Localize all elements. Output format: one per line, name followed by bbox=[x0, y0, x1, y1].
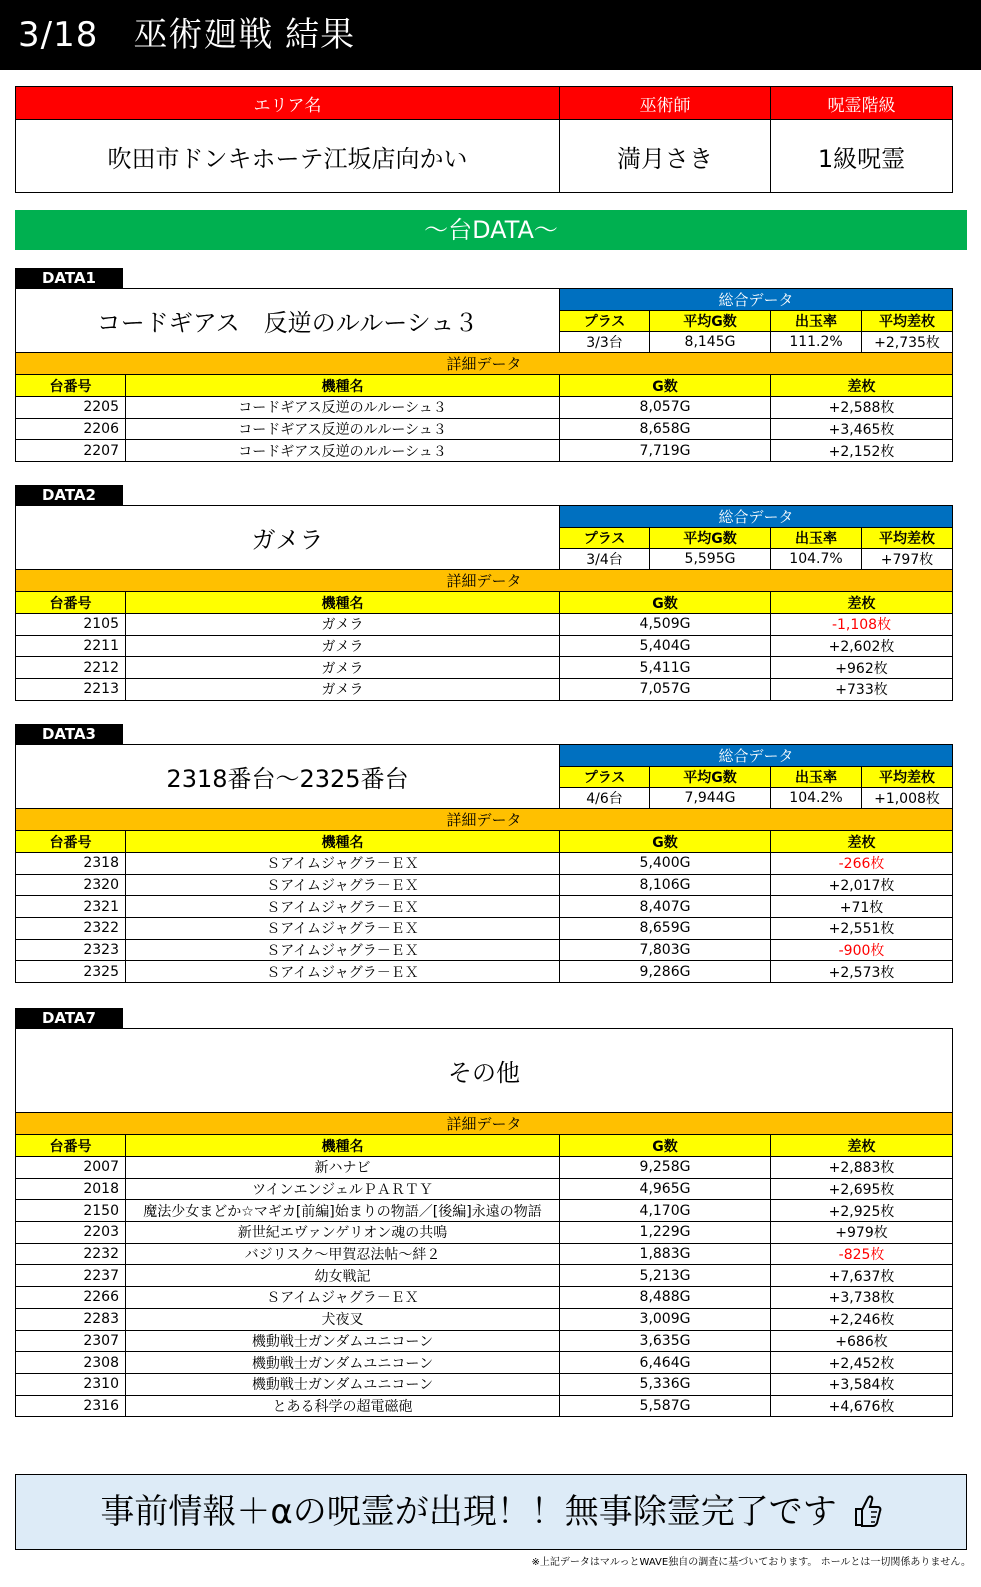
summary-value: 7,944G bbox=[650, 788, 771, 809]
machine-name: Ｓアイムジャグラ－ＥＸ bbox=[126, 961, 560, 983]
summary-col-header: 平均差枚 bbox=[862, 767, 953, 788]
table-row bbox=[16, 1178, 953, 1200]
table-row bbox=[16, 1330, 953, 1352]
coin-diff: +979枚 bbox=[771, 1222, 953, 1244]
machine-name: Ｓアイムジャグラ－ＥＸ bbox=[126, 874, 560, 896]
coin-diff: +962枚 bbox=[771, 657, 953, 679]
machine-number: 2150 bbox=[16, 1200, 126, 1222]
summary-col-header: 出玉率 bbox=[771, 767, 862, 788]
summary-col-header: 平均差枚 bbox=[862, 311, 953, 332]
summary-col-header: 平均差枚 bbox=[862, 528, 953, 549]
game-count: 8,659G bbox=[560, 918, 771, 940]
coin-diff: -266枚 bbox=[771, 853, 953, 875]
game-count: 8,658G bbox=[560, 418, 771, 440]
machine-name: 犬夜叉 bbox=[126, 1308, 560, 1330]
machine-title: ガメラ bbox=[16, 506, 560, 570]
block-tag: DATA7 bbox=[15, 1008, 123, 1028]
footer-banner bbox=[15, 1474, 967, 1550]
machine-number: 2213 bbox=[16, 679, 126, 701]
area-value: 吹田市ドンキホーテ江坂店向かい bbox=[16, 120, 560, 193]
coin-diff: -1,108枚 bbox=[771, 614, 953, 636]
table-row bbox=[16, 418, 953, 440]
coin-diff: +2,883枚 bbox=[771, 1157, 953, 1179]
table-row bbox=[16, 853, 953, 875]
coin-diff: +2,602枚 bbox=[771, 635, 953, 657]
col-header-games: G数 bbox=[560, 831, 771, 853]
table-row bbox=[16, 918, 953, 940]
machine-name: コードギアス反逆のルルーシュ３ bbox=[126, 440, 560, 462]
table-row bbox=[16, 657, 953, 679]
coin-diff: +2,573枚 bbox=[771, 961, 953, 983]
summary-col-header: 出玉率 bbox=[771, 311, 862, 332]
machine-name: ガメラ bbox=[126, 657, 560, 679]
table-row bbox=[16, 1395, 953, 1417]
game-count: 4,509G bbox=[560, 614, 771, 636]
machine-name: 新ハナビ bbox=[126, 1157, 560, 1179]
summary-col-header: プラス bbox=[560, 311, 650, 332]
machine-number: 2207 bbox=[16, 440, 126, 462]
coin-diff: +686枚 bbox=[771, 1330, 953, 1352]
machine-number: 2316 bbox=[16, 1395, 126, 1417]
table-row bbox=[16, 397, 953, 419]
data-block-table bbox=[15, 505, 953, 701]
coin-diff: +3,738枚 bbox=[771, 1287, 953, 1309]
table-row bbox=[16, 939, 953, 961]
machine-number: 2232 bbox=[16, 1243, 126, 1265]
summary-col-header: プラス bbox=[560, 528, 650, 549]
machine-number: 2212 bbox=[16, 657, 126, 679]
block-tag: DATA3 bbox=[15, 724, 123, 744]
game-count: 3,635G bbox=[560, 1330, 771, 1352]
machine-number: 2323 bbox=[16, 939, 126, 961]
game-count: 8,488G bbox=[560, 1287, 771, 1309]
col-header-machine: 機種名 bbox=[126, 831, 560, 853]
machine-name: 新世紀エヴァンゲリオン魂の共鳴 bbox=[126, 1222, 560, 1244]
machine-number: 2205 bbox=[16, 397, 126, 419]
machine-number: 2320 bbox=[16, 874, 126, 896]
coin-diff: +2,246枚 bbox=[771, 1308, 953, 1330]
footer-message: 事前情報＋αの呪霊が出現！！無事除霊完了です bbox=[100, 1492, 837, 1532]
machine-name: 幼女戦記 bbox=[126, 1265, 560, 1287]
coin-diff: +733枚 bbox=[771, 679, 953, 701]
data-block-table bbox=[15, 744, 953, 983]
table-row bbox=[16, 874, 953, 896]
table-row bbox=[16, 1265, 953, 1287]
machine-number: 2283 bbox=[16, 1308, 126, 1330]
summary-value: 3/3台 bbox=[560, 332, 650, 353]
table-row bbox=[16, 1287, 953, 1309]
coin-diff: +4,676枚 bbox=[771, 1395, 953, 1417]
col-header-number: 台番号 bbox=[16, 831, 126, 853]
game-count: 5,400G bbox=[560, 853, 771, 875]
machine-number: 2318 bbox=[16, 853, 126, 875]
machine-name: Ｓアイムジャグラ－ＥＸ bbox=[126, 896, 560, 918]
game-count: 5,404G bbox=[560, 635, 771, 657]
coin-diff: +2,551枚 bbox=[771, 918, 953, 940]
info-table bbox=[15, 86, 953, 193]
machine-name: 魔法少女まどか☆マギカ[前編]始まりの物語／[後編]永遠の物語 bbox=[126, 1200, 560, 1222]
practitioner-header: 巫術師 bbox=[560, 87, 771, 120]
machine-number: 2307 bbox=[16, 1330, 126, 1352]
col-header-machine: 機種名 bbox=[126, 592, 560, 614]
game-count: 1,883G bbox=[560, 1243, 771, 1265]
machine-number: 2105 bbox=[16, 614, 126, 636]
game-count: 8,106G bbox=[560, 874, 771, 896]
detail-header: 詳細データ bbox=[16, 353, 953, 375]
machine-name: 機動戦士ガンダムユニコーン bbox=[126, 1373, 560, 1395]
machine-number: 2018 bbox=[16, 1178, 126, 1200]
game-count: 5,587G bbox=[560, 1395, 771, 1417]
table-row bbox=[16, 635, 953, 657]
game-count: 5,213G bbox=[560, 1265, 771, 1287]
coin-diff: +2,017枚 bbox=[771, 874, 953, 896]
detail-header: 詳細データ bbox=[16, 570, 953, 592]
machine-number: 2237 bbox=[16, 1265, 126, 1287]
col-header-number: 台番号 bbox=[16, 375, 126, 397]
machine-number: 2322 bbox=[16, 918, 126, 940]
block-tag: DATA1 bbox=[15, 268, 123, 288]
machine-title: 2318番台～2325番台 bbox=[16, 745, 560, 809]
col-header-games: G数 bbox=[560, 1135, 771, 1157]
machine-name: Ｓアイムジャグラ－ＥＸ bbox=[126, 1287, 560, 1309]
table-row bbox=[16, 1352, 953, 1374]
summary-value: 111.2% bbox=[771, 332, 862, 353]
machine-name: ガメラ bbox=[126, 614, 560, 636]
machine-name: とある科学の超電磁砲 bbox=[126, 1395, 560, 1417]
data-block-table bbox=[15, 288, 953, 462]
game-count: 9,286G bbox=[560, 961, 771, 983]
practitioner-value: 満月さき bbox=[560, 120, 771, 193]
machine-number: 2308 bbox=[16, 1352, 126, 1374]
machine-number: 2310 bbox=[16, 1373, 126, 1395]
table-row bbox=[16, 1200, 953, 1222]
block-tag: DATA2 bbox=[15, 485, 123, 505]
page-title: 3/18 巫術廻戦 結果 bbox=[0, 0, 981, 70]
machine-number: 2266 bbox=[16, 1287, 126, 1309]
game-count: 4,965G bbox=[560, 1178, 771, 1200]
summary-value: +797枚 bbox=[862, 549, 953, 570]
section-title: ～台DATA～ bbox=[15, 210, 967, 250]
col-header-games: G数 bbox=[560, 375, 771, 397]
machine-title: コードギアス 反逆のルルーシュ３ bbox=[16, 289, 560, 353]
coin-diff: +71枚 bbox=[771, 896, 953, 918]
coin-diff: +2,452枚 bbox=[771, 1352, 953, 1374]
coin-diff: +2,152枚 bbox=[771, 440, 953, 462]
game-count: 7,803G bbox=[560, 939, 771, 961]
col-header-machine: 機種名 bbox=[126, 375, 560, 397]
table-row bbox=[16, 440, 953, 462]
machine-number: 2211 bbox=[16, 635, 126, 657]
game-count: 5,336G bbox=[560, 1373, 771, 1395]
game-count: 3,009G bbox=[560, 1308, 771, 1330]
coin-diff: +3,465枚 bbox=[771, 418, 953, 440]
rank-value: 1級呪霊 bbox=[771, 120, 953, 193]
summary-col-header: 平均G数 bbox=[650, 528, 771, 549]
table-row bbox=[16, 1308, 953, 1330]
coin-diff: +2,695枚 bbox=[771, 1178, 953, 1200]
machine-number: 2321 bbox=[16, 896, 126, 918]
col-header-diff: 差枚 bbox=[771, 592, 953, 614]
game-count: 8,057G bbox=[560, 397, 771, 419]
game-count: 7,719G bbox=[560, 440, 771, 462]
data-block-table bbox=[15, 1028, 953, 1417]
col-header-number: 台番号 bbox=[16, 1135, 126, 1157]
machine-name: コードギアス反逆のルルーシュ３ bbox=[126, 397, 560, 419]
summary-header: 総合データ bbox=[560, 289, 953, 311]
summary-value: 5,595G bbox=[650, 549, 771, 570]
table-row bbox=[16, 1243, 953, 1265]
col-header-games: G数 bbox=[560, 592, 771, 614]
machine-name: コードギアス反逆のルルーシュ３ bbox=[126, 418, 560, 440]
disclaimer-note: ※上記データはマルっとWAVE独自の調査に基づいております。 ホールとは一切関係ありません。 bbox=[531, 1557, 971, 1568]
game-count: 6,464G bbox=[560, 1352, 771, 1374]
table-row bbox=[16, 961, 953, 983]
table-row bbox=[16, 896, 953, 918]
coin-diff: -900枚 bbox=[771, 939, 953, 961]
game-count: 4,170G bbox=[560, 1200, 771, 1222]
detail-header: 詳細データ bbox=[16, 1113, 953, 1135]
table-row bbox=[16, 614, 953, 636]
machine-name: ツインエンジェルＰＡＲＴＹ bbox=[126, 1178, 560, 1200]
machine-title: その他 bbox=[16, 1029, 953, 1113]
game-count: 8,407G bbox=[560, 896, 771, 918]
thumbs-up-icon bbox=[852, 1493, 882, 1527]
machine-name: ガメラ bbox=[126, 635, 560, 657]
machine-name: Ｓアイムジャグラ－ＥＸ bbox=[126, 853, 560, 875]
summary-value: 8,145G bbox=[650, 332, 771, 353]
machine-name: バジリスク～甲賀忍法帖～絆２ bbox=[126, 1243, 560, 1265]
summary-value: 104.2% bbox=[771, 788, 862, 809]
col-header-diff: 差枚 bbox=[771, 375, 953, 397]
machine-number: 2007 bbox=[16, 1157, 126, 1179]
summary-value: 3/4台 bbox=[560, 549, 650, 570]
table-row bbox=[16, 1222, 953, 1244]
summary-header: 総合データ bbox=[560, 745, 953, 767]
game-count: 9,258G bbox=[560, 1157, 771, 1179]
summary-col-header: プラス bbox=[560, 767, 650, 788]
coin-diff: +3,584枚 bbox=[771, 1373, 953, 1395]
area-header: エリア名 bbox=[16, 87, 560, 120]
summary-col-header: 出玉率 bbox=[771, 528, 862, 549]
machine-name: Ｓアイムジャグラ－ＥＸ bbox=[126, 918, 560, 940]
game-count: 1,229G bbox=[560, 1222, 771, 1244]
machine-number: 2203 bbox=[16, 1222, 126, 1244]
rank-header: 呪霊階級 bbox=[771, 87, 953, 120]
machine-name: ガメラ bbox=[126, 679, 560, 701]
summary-value: 4/6台 bbox=[560, 788, 650, 809]
summary-header: 総合データ bbox=[560, 506, 953, 528]
summary-value: +2,735枚 bbox=[862, 332, 953, 353]
machine-number: 2325 bbox=[16, 961, 126, 983]
machine-name: Ｓアイムジャグラ－ＥＸ bbox=[126, 939, 560, 961]
col-header-diff: 差枚 bbox=[771, 1135, 953, 1157]
summary-value: 104.7% bbox=[771, 549, 862, 570]
summary-value: +1,008枚 bbox=[862, 788, 953, 809]
game-count: 7,057G bbox=[560, 679, 771, 701]
game-count: 5,411G bbox=[560, 657, 771, 679]
summary-col-header: 平均G数 bbox=[650, 767, 771, 788]
machine-name: 機動戦士ガンダムユニコーン bbox=[126, 1330, 560, 1352]
detail-header: 詳細データ bbox=[16, 809, 953, 831]
col-header-number: 台番号 bbox=[16, 592, 126, 614]
coin-diff: -825枚 bbox=[771, 1243, 953, 1265]
coin-diff: +2,588枚 bbox=[771, 397, 953, 419]
col-header-machine: 機種名 bbox=[126, 1135, 560, 1157]
table-row bbox=[16, 1157, 953, 1179]
table-row bbox=[16, 679, 953, 701]
machine-number: 2206 bbox=[16, 418, 126, 440]
table-row bbox=[16, 1373, 953, 1395]
coin-diff: +2,925枚 bbox=[771, 1200, 953, 1222]
coin-diff: +7,637枚 bbox=[771, 1265, 953, 1287]
machine-name: 機動戦士ガンダムユニコーン bbox=[126, 1352, 560, 1374]
summary-col-header: 平均G数 bbox=[650, 311, 771, 332]
col-header-diff: 差枚 bbox=[771, 831, 953, 853]
